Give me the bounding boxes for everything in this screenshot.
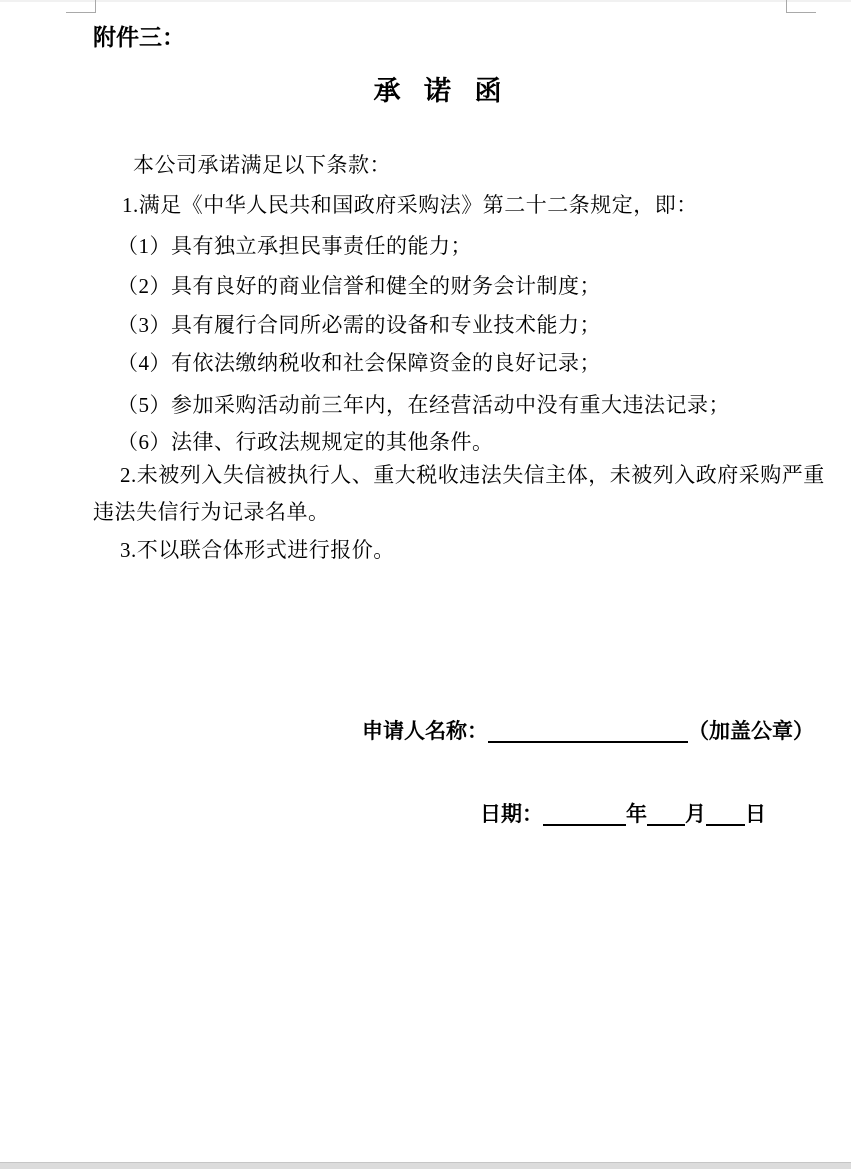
text-boundary-mark-top-left-icon (66, 0, 96, 13)
body-paragraph-line: 违法失信行为记录名单。 (93, 500, 330, 524)
page-bottom-edge (0, 1162, 851, 1169)
page-top-edge (0, 0, 851, 2)
applicant-name-label: 申请人名称： (362, 720, 488, 743)
body-paragraph-line: （1）具有独立承担民事责任的能力； (117, 234, 472, 258)
attachment-label: 附件三： (93, 24, 185, 50)
date-signature-row (480, 803, 766, 826)
month-label: 月 (685, 803, 706, 826)
day-blank-field[interactable] (706, 805, 745, 826)
document-title: 承 诺 函 (373, 76, 510, 106)
date-label: 日期： (480, 803, 543, 826)
body-paragraph-line: 1.满足《中华人民共和国政府采购法》第二十二条规定，即： (122, 193, 698, 217)
month-blank-field[interactable] (647, 805, 685, 826)
year-label: 年 (626, 803, 647, 826)
applicant-name-blank-field[interactable] (488, 722, 688, 743)
year-blank-field[interactable] (543, 805, 626, 826)
text-boundary-mark-top-right-icon (786, 0, 816, 13)
body-paragraph-line: （4）有依法缴纳税收和社会保障资金的良好记录； (117, 351, 601, 375)
day-label: 日 (745, 803, 766, 826)
body-paragraph-line: （5）参加采购活动前三年内，在经营活动中没有重大违法记录； (117, 393, 730, 417)
body-paragraph-line: 本公司承诺满足以下条款： (133, 153, 391, 177)
body-paragraph-line: （2）具有良好的商业信誉和健全的财务会计制度； (117, 274, 601, 298)
applicant-signature-row (362, 720, 814, 743)
seal-note: （加盖公章） (688, 720, 814, 743)
body-paragraph-line: （6）法律、行政法规规定的其他条件。 (117, 430, 494, 454)
body-paragraph-line: 3.不以联合体形式进行报价。 (120, 538, 395, 562)
body-paragraph-line: 2.未被列入失信被执行人、重大税收违法失信主体，未被列入政府采购严重 (120, 463, 825, 487)
body-paragraph-line: （3）具有履行合同所必需的设备和专业技术能力； (117, 313, 601, 337)
